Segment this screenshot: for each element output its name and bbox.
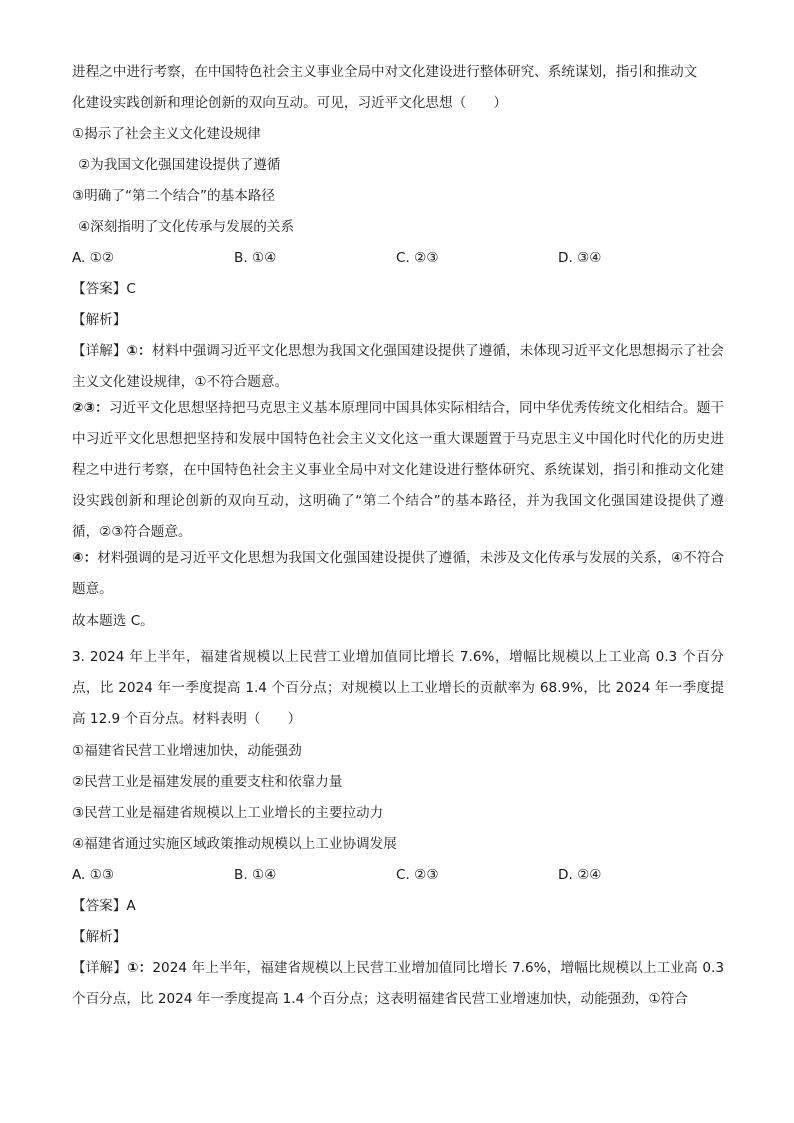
q2-detail-2 [72, 393, 724, 548]
q3-option-c: C. ②③ [396, 867, 439, 883]
q2-answer-value: C [126, 281, 136, 297]
q3-option-b: B. ①④ [234, 867, 277, 883]
q3-detail-1 [72, 953, 724, 1015]
q2-detail-label: 【详解】 [72, 343, 127, 359]
q2-detail-3 [72, 543, 724, 605]
q2-item-2: ②为我国文化强国建设提供了遵循 [78, 157, 281, 173]
q2-detail-1 [72, 336, 724, 398]
q2-item-4: ④深刻指明了文化传承与发展的关系 [78, 219, 295, 235]
q3-item-1: ①福建省民营工业增速加快，动能强劲 [72, 743, 302, 759]
q3-options [72, 865, 724, 885]
q2-option-d: D. ③④ [558, 250, 602, 266]
q2-option-c: C. ②③ [396, 250, 439, 266]
q3-detail-label: 【详解】 [72, 960, 127, 976]
q2-analysis-label: 【解析】 [72, 312, 127, 328]
q2-option-b: B. ①④ [234, 250, 277, 266]
q2-stem-line-1: 进程之中进行考察，在中国特色社会主义事业全局中对文化建设进行整体研究、系统谋划，指引和推动文 [72, 64, 698, 80]
q3-stem: 3. 2024 年上半年，福建省规模以上民营工业增加值同比增长 7.6%，增幅比规模以上工业高 0.3 个百分点，比 2024 年一季度提高 1.4 个百分点；对规模以上工业增长的贡献率为 68.9%，比 2024 年一季度提高 12.9 个百分点。材料表明（ ） [72, 649, 724, 727]
q2-item-3: ③明确了“第二个结合”的基本路径 [72, 188, 275, 204]
q3-item-2: ②民营工业是福建发展的重要支柱和依靠力量 [72, 774, 343, 790]
q2-detail-1-text: 材料中强调习近平文化思想为我国文化强国建设提供了遵循，未体现习近平文化思想揭示了社会主义文化建设规律，①不符合题意。 [72, 343, 724, 390]
q3-detail-1-mark: ①： [126, 960, 153, 976]
q3-detail-1-text: 2024 年上半年，福建省规模以上民营工业增加值同比增长 7.6%，增幅比规模以上工业高 0.3 个百分点，比 2024 年一季度提高 1.4 个百分点；这表明福建省民营工业增速加快，动能强劲，①符合 [72, 960, 724, 1007]
q3-answer-label: 【答案】 [72, 898, 127, 914]
q3-option-a: A. ①③ [72, 867, 115, 883]
q2-detail-2-mark: ②③： [72, 400, 109, 416]
q3-item-3: ③民营工业是福建省规模以上工业增长的主要拉动力 [72, 805, 384, 821]
q2-answer-label: 【答案】 [72, 281, 127, 297]
q2-detail-2-text: 习近平文化思想坚持把马克思主义基本原理同中国具体实际相结合，同中华优秀传统文化相结合。题干中习近平文化思想把坚持和发展中国特色社会主义文化这一重大课题置于马克思主义中国化时代化的历史进程之中进行考察，在中国特色社会主义事业全局中对文化建设进行整体研究、系统谋划，指引和推动文化建设实践创新和理论创新的双向互动，这明确了“第二个结合”的基本路径，并为我国文化强国建设提供了遵循，②③符合题意。 [72, 400, 724, 540]
q2-conclusion: 故本题选 C。 [72, 613, 154, 629]
q3-item-4: ④福建省通过实施区域政策推动规模以上工业协调发展 [72, 836, 397, 852]
q2-item-1: ①揭示了社会主义文化建设规律 [72, 126, 261, 142]
q2-options [72, 248, 724, 268]
q2-detail-3-mark: ④： [72, 550, 98, 566]
q2-detail-1-mark: ①： [126, 343, 152, 359]
q2-stem-line-2: 化建设实践创新和理论创新的双向互动。可见，习近平文化思想（ ） [72, 95, 507, 111]
document-page [72, 62, 724, 1015]
q3-answer-value: A [126, 898, 136, 914]
q2-detail-3-text: 材料强调的是习近平文化思想为我国文化强国建设提供了遵循，未涉及文化传承与发展的关系，④不符合题意。 [72, 550, 724, 597]
q3-analysis-label: 【解析】 [72, 929, 127, 945]
q2-option-a: A. ①② [72, 250, 115, 266]
q2-answer [72, 279, 724, 299]
q3-option-d: D. ②④ [558, 867, 602, 883]
q3-answer [72, 896, 724, 916]
